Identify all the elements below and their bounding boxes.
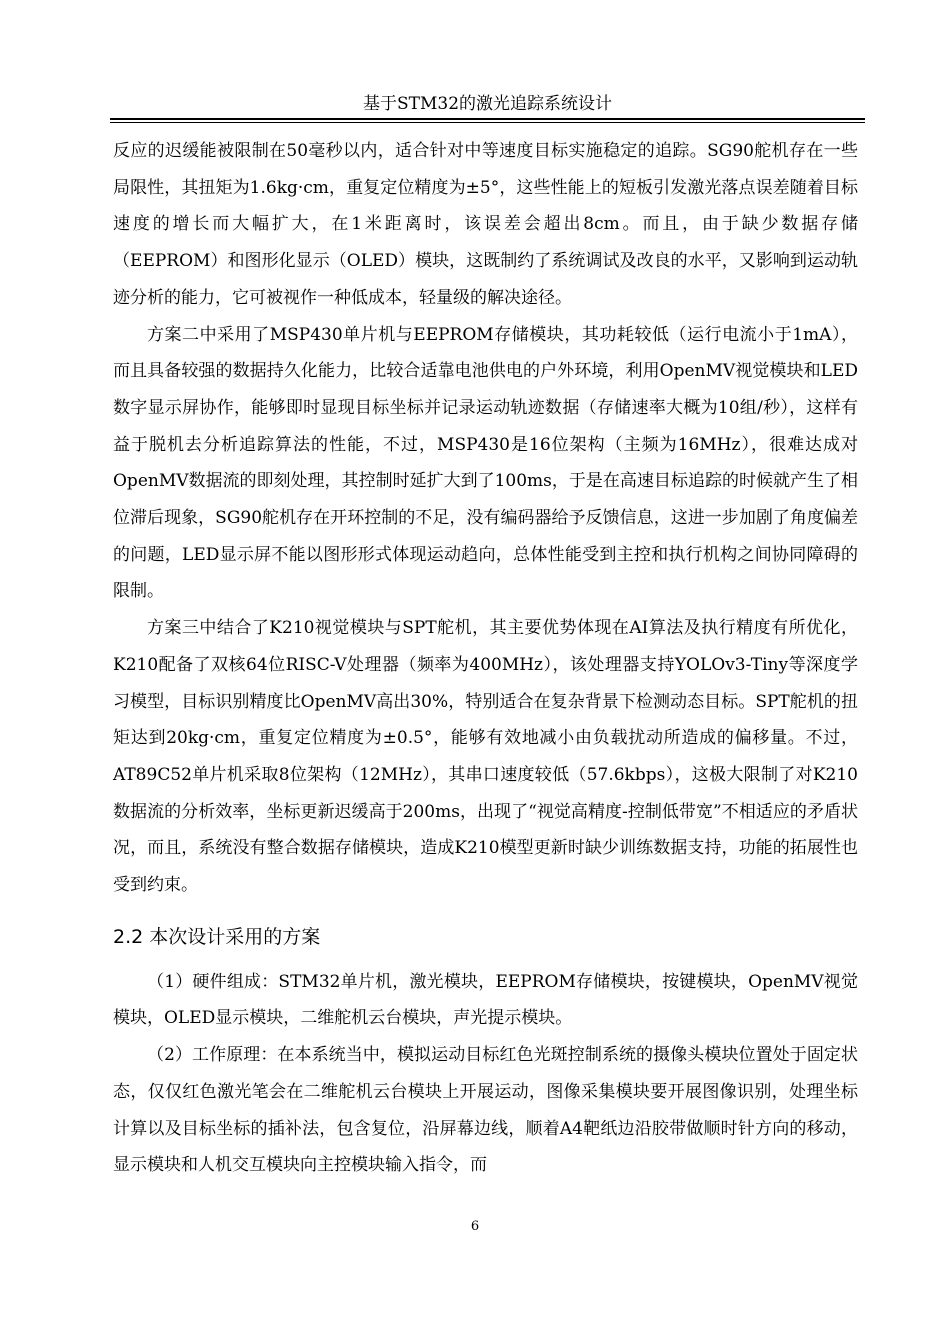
header-rule-thin (110, 122, 865, 123)
running-header: 基于STM32的激光追踪系统设计 (362, 94, 613, 114)
section-heading: 2.2 本次设计采用的方案 (113, 925, 321, 948)
body-text (113, 133, 858, 1184)
paragraph-continuation: 反应的迟缓能被限制在50毫秒以内，适合针对中等速度目标实施稳定的追踪。SG90舵机存在一些局限性，其扭矩为1.6kg·cm，重复定位精度为±5°，这些性能上的短板引发激光落点误差随着目标速度的增长而大幅扩大，在1米距离时，该误差会超出8cm。而且，由于缺少数据存储（EEPROM）和图形化显示（OLED）模块，这既制约了系统调试及改良的水平，又影响到运动轨迹分析的能力，它可被视作一种低成本，轻量级的解决途径。 (113, 141, 858, 308)
working-principle-item: （2）工作原理：在本系统当中，模拟运动目标红色光斑控制系统的摄像头模块位置处于固定状态，仅仅红色激光笔会在二维舵机云台模块上开展运动，图像采集模块要开展图像识别，处理坐标计算以及目标坐标的插补法，包含复位，沿屏幕边线，顺着A4靶纸边沿胶带做顺时针方向的移动，显示模块和人机交互模块向主控模块输入指令，而 (113, 1045, 858, 1176)
hardware-composition-item: （1）硬件组成：STM32单片机，激光模块，EEPROM存储模块，按键模块，OpenMV视觉模块，OLED显示模块，二维舵机云台模块，声光提示模块。 (113, 971, 858, 1029)
page-number: 6 (470, 1219, 480, 1234)
paragraph-scheme-two: 方案二中采用了MSP430单片机与EEPROM存储模块，其功耗较低（运行电流小于1mA），而且具备较强的数据持久化能力，比较合适靠电池供电的户外环境，利用OpenMV视觉模块和LED数字显示屏协作，能够即时显现目标坐标并记录运动轨迹数据（存储速率大概为10组/秒），这样有益于脱机去分析追踪算法的性能，不过，MSP430是16位架构（主频为16MHz），很难达成对OpenMV数据流的即刻处理，其控制时延扩大到了100ms，于是在高速目标追踪的时候就产生了相位滞后现象，SG90舵机存在开环控制的不足，没有编码器给予反馈信息，这进一步加剧了角度偏差的问题，LED显示屏不能以图形形式体现运动趋向，总体性能受到主控和执行机构之间协同障碍的限制。 (113, 324, 858, 602)
header-rule-thick (110, 118, 865, 120)
paragraph-scheme-three: 方案三中结合了K210视觉模块与SPT舵机，其主要优势体现在AI算法及执行精度有所优化，K210配备了双核64位RISC-V处理器（频率为400MHz），该处理器支持YOLOv3-Tiny等深度学习模型，目标识别精度比OpenMV高出30%，特别适合在复杂背景下检测动态目标。SPT舵机的扭矩达到20kg·cm，重复定位精度为±0.5°，能够有效地减小由负载扰动所造成的偏移量。不过，AT89C52单片机采取8位架构（12MHz），其串口速度较低（57.6kbps），这极大限制了对K210数据流的分析效率，坐标更新迟缓高于200ms，出现了“视觉高精度-控制低带宽”不相适应的矛盾状况，而且，系统没有整合数据存储模块，造成K210模型更新时缺少训练数据支持，功能的拓展性也受到约束。 (113, 618, 858, 896)
